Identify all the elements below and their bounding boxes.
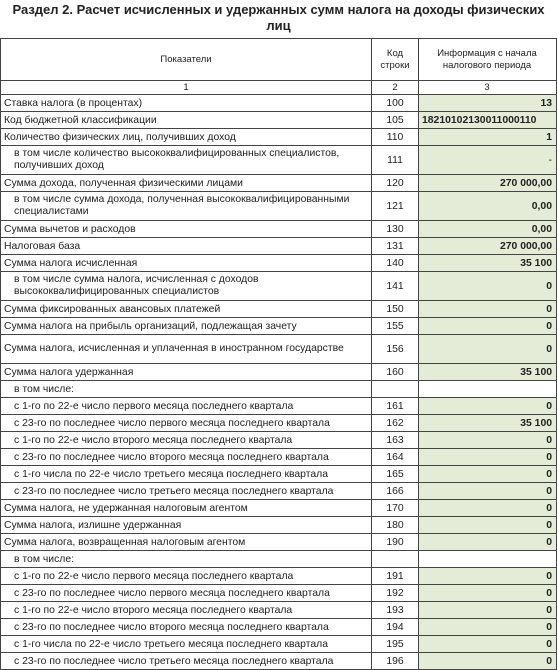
table-row	[1, 272, 557, 301]
row-value: 270 000,00	[419, 175, 557, 192]
row-value: 1	[419, 129, 557, 146]
column-number-2: 2	[372, 81, 419, 95]
table-row	[1, 221, 557, 238]
row-code: 150	[372, 301, 419, 318]
row-value: 270 000,00	[419, 238, 557, 255]
row-label: с 1-го по 22-е число второго месяца последнего квартала	[1, 602, 372, 619]
row-value: 0	[419, 585, 557, 602]
row-code: 196	[372, 653, 419, 670]
row-label: с 23-го по последнее число первого месяца последнего квартала	[1, 585, 372, 602]
row-code: 180	[372, 517, 419, 534]
row-code: 193	[372, 602, 419, 619]
row-label: Сумма налога удержанная	[1, 364, 372, 381]
row-value: 35 100	[419, 255, 557, 272]
row-label: с 1-го по 22-е число первого месяца последнего квартала	[1, 398, 372, 415]
header-indicators: Показатели	[1, 39, 372, 81]
row-code: 161	[372, 398, 419, 415]
table-row	[1, 517, 557, 534]
row-value: 0	[419, 653, 557, 670]
table-row	[1, 112, 557, 129]
table-row	[1, 534, 557, 551]
row-label: с 1-го числа по 22-е число третьего месяца последнего квартала	[1, 466, 372, 483]
row-value: 13	[419, 95, 557, 112]
table-row	[1, 449, 557, 466]
header-period-info: Информация с начала налогового периода	[419, 39, 557, 81]
table-row	[1, 318, 557, 335]
row-code: 191	[372, 568, 419, 585]
table-row	[1, 483, 557, 500]
row-value: 0	[419, 619, 557, 636]
table-row	[1, 619, 557, 636]
row-value: 0	[419, 534, 557, 551]
row-value: 0,00	[419, 192, 557, 221]
table-row	[1, 301, 557, 318]
row-label: с 23-го по последнее число третьего месяца последнего квартала	[1, 653, 372, 670]
row-label: в том числе сумма дохода, полученная высококвалифицированными специалистами	[1, 192, 372, 221]
table-row	[1, 381, 557, 398]
row-label: с 23-го по последнее число второго месяца последнего квартала	[1, 619, 372, 636]
row-value: 0	[419, 517, 557, 534]
row-label: Ставка налога (в процентах)	[1, 95, 372, 112]
row-label: в том числе:	[1, 551, 372, 568]
row-value: 0	[419, 301, 557, 318]
row-code	[372, 551, 419, 568]
tax-calculation-table	[0, 38, 557, 670]
row-value: 0	[419, 466, 557, 483]
table-row	[1, 432, 557, 449]
row-value: 35 100	[419, 415, 557, 432]
row-label: с 1-го по 22-е число второго месяца последнего квартала	[1, 432, 372, 449]
table-row	[1, 335, 557, 364]
row-code: 163	[372, 432, 419, 449]
table-row	[1, 585, 557, 602]
table-row	[1, 551, 557, 568]
row-code: 156	[372, 335, 419, 364]
row-value: 0	[419, 483, 557, 500]
row-code: 194	[372, 619, 419, 636]
row-value: 0	[419, 568, 557, 585]
row-label: Количество физических лиц, получивших доход	[1, 129, 372, 146]
row-label: Налоговая база	[1, 238, 372, 255]
table-row	[1, 146, 557, 175]
row-code: 105	[372, 112, 419, 129]
row-label: с 23-го по последнее число первого месяца последнего квартала	[1, 415, 372, 432]
row-code: 140	[372, 255, 419, 272]
table-row	[1, 568, 557, 585]
row-code: 170	[372, 500, 419, 517]
table-row	[1, 636, 557, 653]
table-row	[1, 415, 557, 432]
row-label: в том числе количество высококвалифицированных специалистов, получивших доход	[1, 146, 372, 175]
row-value: 0	[419, 318, 557, 335]
row-code: 162	[372, 415, 419, 432]
row-label: Сумма вычетов и расходов	[1, 221, 372, 238]
row-label: Сумма налога, не удержанная налоговым агентом	[1, 500, 372, 517]
table-row	[1, 653, 557, 670]
table-row	[1, 602, 557, 619]
row-code	[372, 381, 419, 398]
table-header-row	[1, 39, 557, 81]
row-value: 0	[419, 335, 557, 364]
row-label: Сумма налога, излишне удержанная	[1, 517, 372, 534]
column-number-1: 1	[1, 81, 372, 95]
table-row	[1, 238, 557, 255]
section-title: Раздел 2. Расчет исчисленных и удержанных сумм налога на доходы физических лиц	[12, 2, 545, 33]
row-code: 195	[372, 636, 419, 653]
row-label: с 1-го по 22-е число первого месяца последнего квартала	[1, 568, 372, 585]
row-value: -	[419, 146, 557, 175]
row-value: 0	[419, 398, 557, 415]
row-code: 190	[372, 534, 419, 551]
table-row	[1, 500, 557, 517]
column-number-3: 3	[419, 81, 557, 95]
row-code: 131	[372, 238, 419, 255]
row-code: 164	[372, 449, 419, 466]
table-row	[1, 398, 557, 415]
row-label: Сумма дохода, полученная физическими лицами	[1, 175, 372, 192]
table-row	[1, 192, 557, 221]
row-code: 141	[372, 272, 419, 301]
row-value: 0	[419, 602, 557, 619]
row-value: 0	[419, 449, 557, 466]
row-code: 160	[372, 364, 419, 381]
row-label: Сумма налога, возвращенная налоговым агентом	[1, 534, 372, 551]
row-label: с 23-го по последнее число третьего месяца последнего квартала	[1, 483, 372, 500]
row-label: с 1-го числа по 22-е число третьего месяца последнего квартала	[1, 636, 372, 653]
row-label: Сумма налога на прибыль организаций, подлежащая зачету	[1, 318, 372, 335]
row-label: с 23-го по последнее число второго месяца последнего квартала	[1, 449, 372, 466]
row-value: 0	[419, 432, 557, 449]
row-code: 130	[372, 221, 419, 238]
table-row	[1, 95, 557, 112]
row-label: Сумма налога исчисленная	[1, 255, 372, 272]
row-code: 165	[372, 466, 419, 483]
header-line-code: Код строки	[372, 39, 419, 81]
table-row	[1, 466, 557, 483]
row-value: 0	[419, 500, 557, 517]
row-code: 155	[372, 318, 419, 335]
column-number-row	[1, 81, 557, 95]
row-code: 166	[372, 483, 419, 500]
row-value	[419, 381, 557, 398]
row-value	[419, 551, 557, 568]
table-row	[1, 364, 557, 381]
row-code: 121	[372, 192, 419, 221]
table-row	[1, 255, 557, 272]
table-row	[1, 129, 557, 146]
row-label: Сумма фиксированных авансовых платежей	[1, 301, 372, 318]
row-label: Код бюджетной классификации	[1, 112, 372, 129]
row-code: 192	[372, 585, 419, 602]
row-value: 18210102130011000110	[419, 112, 557, 129]
row-code: 110	[372, 129, 419, 146]
row-value: 35 100	[419, 364, 557, 381]
row-code: 120	[372, 175, 419, 192]
row-value: 0	[419, 272, 557, 301]
table-row	[1, 175, 557, 192]
row-label: в том числе сумма налога, исчисленная с доходов высококвалифицированных специалистов	[1, 272, 372, 301]
row-value: 0,00	[419, 221, 557, 238]
row-code: 111	[372, 146, 419, 175]
row-label: в том числе:	[1, 381, 372, 398]
row-code: 100	[372, 95, 419, 112]
row-label: Сумма налога, исчисленная и уплаченная в иностранном государстве	[1, 335, 372, 364]
row-value: 0	[419, 636, 557, 653]
